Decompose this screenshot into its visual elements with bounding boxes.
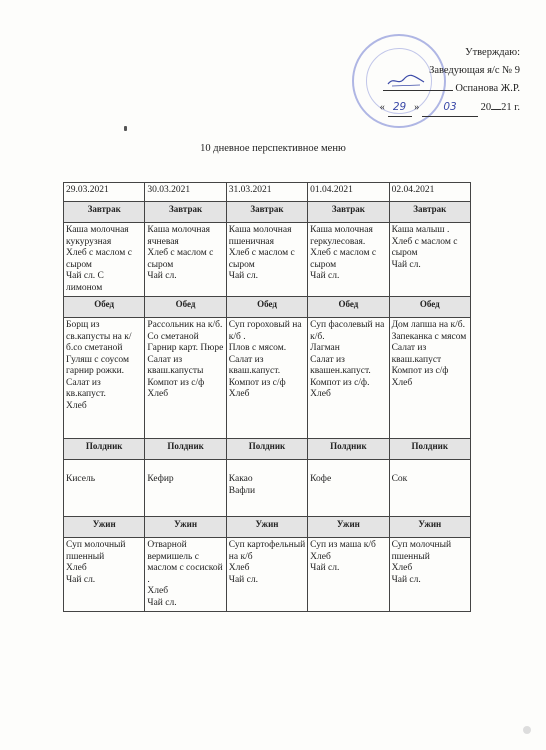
date-open-quote: « [379,102,385,113]
date-cell: 29.03.2021 [64,183,145,202]
menu-cell: Рассольник на к/б. Со сметаной Гарнир карт. Пюре Салат из кваш.капусты Компот из с/ф Хлеб [145,318,226,439]
meal-header: Полдник [308,439,389,460]
snack-header-row [64,439,471,460]
menu-cell: Каша молочная ячневая Хлеб с маслом с сыром Чай сл. [145,223,226,297]
menu-cell: Суп картофельный на к/б Хлеб Чай сл. [226,538,307,612]
meal-header: Полдник [145,439,226,460]
menu-cell: Сок [389,460,470,517]
menu-table [63,182,471,612]
approval-name-line [380,80,520,98]
document-title: 10 дневное перспективное меню [200,143,346,154]
date-cell: 31.03.2021 [226,183,307,202]
meal-header: Обед [145,297,226,318]
meal-header: Ужин [308,517,389,538]
date-year-prefix: 20 [480,102,492,113]
menu-cell: Кофе [308,460,389,517]
meal-header: Полдник [226,439,307,460]
year-blank [491,109,501,110]
menu-cell: Какао Вафли [226,460,307,517]
menu-cell: Суп гороховый на к/б . Плов с мясом. Салат из кваш.капуст. Компот из с/ф Хлеб [226,318,307,439]
meal-header: Обед [389,297,470,318]
date-year-suffix: 21 г. [501,102,520,113]
ink-mark [124,126,127,131]
menu-cell: Суп молочный пшенный Хлеб Чай сл. [64,538,145,612]
menu-cell: Дом лапша на к/б. Запеканка с мясом Салат из кваш.капуст Компот из с/ф Хлеб [389,318,470,439]
meal-header: Ужин [389,517,470,538]
meal-header: Обед [64,297,145,318]
breakfast-header-row [64,202,471,223]
meal-header: Полдник [389,439,470,460]
date-close-quote: » [414,102,420,113]
approval-position: Заведующая я/с № 9 [429,65,520,76]
meal-header: Ужин [64,517,145,538]
meal-header: Обед [308,297,389,318]
supper-header-row [64,517,471,538]
menu-cell: Каша молочная пшеничная Хлеб с маслом с сыром Чай сл. [226,223,307,297]
menu-cell: Кефир [145,460,226,517]
menu-cell: Суп фасолевый на к/б. Лагман Салат из квашен.капуст. Компот из с/ф. Хлеб [308,318,389,439]
meal-header: Обед [226,297,307,318]
approval-name: Оспанова Ж.Р. [455,83,520,94]
menu-cell: Суп молочный пшенный Хлеб Чай сл. [389,538,470,612]
lunch-row [64,318,471,439]
meal-header: Завтрак [64,202,145,223]
date-day: 29 [388,98,412,117]
menu-cell: Кисель [64,460,145,517]
scan-artifact [523,726,531,734]
date-cell: 30.03.2021 [145,183,226,202]
meal-header: Завтрак [308,202,389,223]
meal-header: Ужин [145,517,226,538]
menu-cell: Каша молочная кукурузная Хлеб с маслом с сыром Чай сл. С лимоном [64,223,145,297]
meal-header: Завтрак [145,202,226,223]
lunch-header-row [64,297,471,318]
meal-header: Завтрак [389,202,470,223]
menu-cell: Суп из маша к/б Хлеб Чай сл. [308,538,389,612]
menu-cell: Каша молочная геркулесовая. Хлеб с маслом с сыром Чай сл. [308,223,389,297]
date-cell: 02.04.2021 [389,183,470,202]
date-month: 03 [422,98,478,117]
dates-row [64,183,471,202]
meal-header: Завтрак [226,202,307,223]
menu-cell: Каша малыш . Хлеб с маслом с сыром Чай сл. [389,223,470,297]
signature-blank [383,90,453,91]
menu-cell: Борщ из св.капусты на к/б.со сметаной Гуляш с соусом гарнир рожки. Салат из кв.капуст. Хлеб [64,318,145,439]
date-cell: 01.04.2021 [308,183,389,202]
meal-header: Ужин [226,517,307,538]
supper-row [64,538,471,612]
menu-cell: Отварной вермишель с маслом с сосиской . Хлеб Чай сл. [145,538,226,612]
approval-heading: Утверждаю: [465,47,520,58]
meal-header: Полдник [64,439,145,460]
snack-row [64,460,471,517]
breakfast-row [64,223,471,297]
approval-date [380,98,520,117]
approval-block [380,44,520,117]
